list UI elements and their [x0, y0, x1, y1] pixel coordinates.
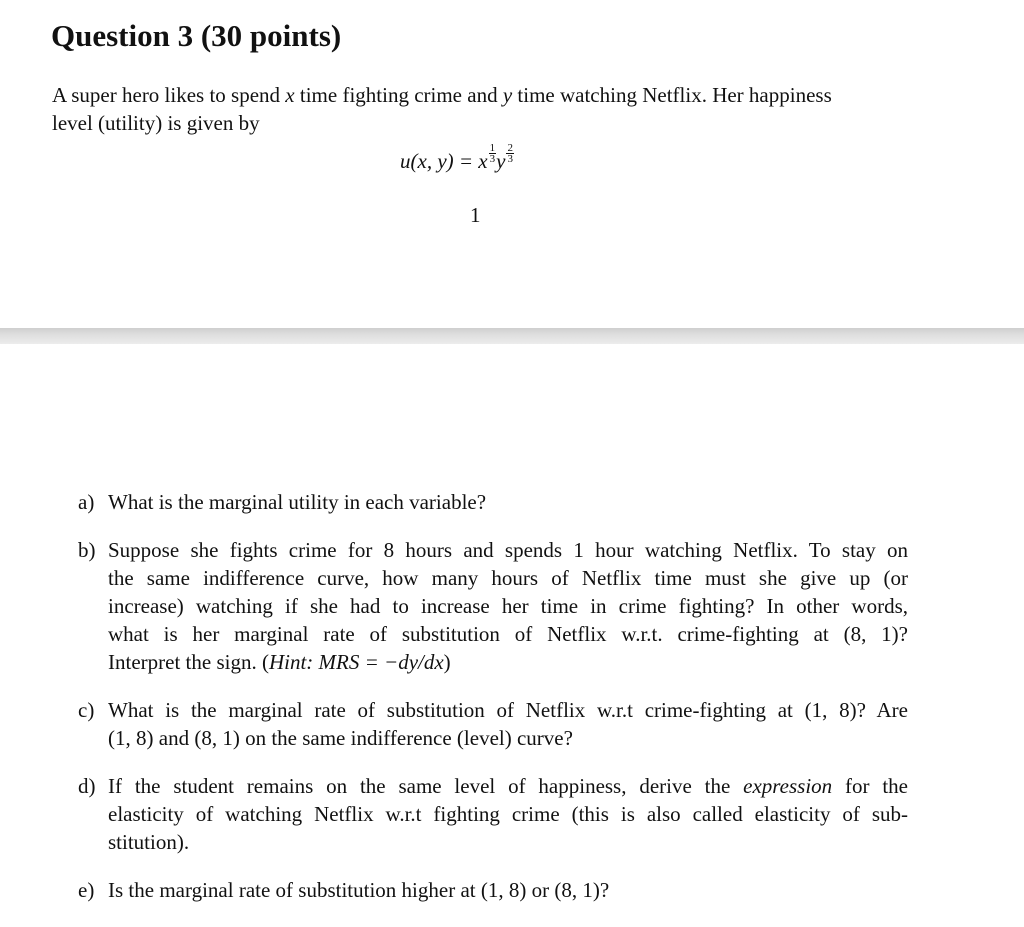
part-a — [78, 488, 908, 516]
intro-line-2: level (utility) is given by — [52, 111, 260, 135]
var-x: x — [285, 83, 295, 107]
part-b-line-1 — [108, 536, 908, 564]
part-b-line-4 — [108, 620, 908, 648]
number-run: 8 — [383, 538, 395, 562]
intro-text: time watching Netflix. Her happiness — [512, 83, 832, 107]
intro-paragraph — [52, 81, 912, 137]
part-marker: c) — [78, 698, 95, 722]
part-d-line-2: elasticity of watching Netflix w.r.t fighting crime (this is also called elasticity of sub- — [108, 802, 908, 826]
text-run: ? — [599, 878, 610, 902]
part-e — [78, 876, 908, 904]
math-point: (8, 1) — [194, 726, 240, 750]
part-c-line-2 — [108, 724, 908, 752]
question-parts-list — [78, 488, 908, 904]
math-point: (8, 1) — [843, 622, 899, 646]
question-heading: Question 3 (30 points) — [51, 18, 342, 53]
number-run: 1 — [573, 538, 584, 562]
hint-formula: MRS = −dy/dx — [313, 650, 444, 674]
part-a-text: What is the marginal utility in each variable? — [108, 490, 487, 514]
part-d — [78, 772, 908, 856]
text-run: or — [526, 878, 555, 902]
text-run: on the same indifference (level) curve? — [239, 726, 573, 750]
text-run: If the student remains on the same level of happiness, derive the — [108, 774, 744, 798]
exponent-fraction-1 — [489, 143, 497, 164]
text-run: for the — [832, 774, 908, 798]
part-d-line-1 — [108, 772, 908, 800]
text-run: and — [153, 726, 195, 750]
part-b-line-5 — [108, 648, 908, 676]
math-point: (1, 8) — [108, 726, 154, 750]
part-marker: a) — [78, 490, 95, 514]
text-run: hours and spends — [394, 538, 574, 562]
text-run: ? — [898, 622, 908, 646]
text-run: ) — [443, 650, 451, 674]
page-number: 1 — [470, 203, 481, 227]
text-run: ? Are — [856, 698, 908, 722]
part-marker: b) — [78, 538, 96, 562]
math-point: (8, 1) — [554, 878, 600, 902]
exponent-numerator: 1 — [489, 142, 496, 154]
equation-lhs: u(x, y) = x — [400, 149, 488, 174]
text-run: what is her marginal rate of substitution of Netflix w.r.t. crime-fighting at — [108, 622, 844, 646]
part-d-line-3: stitution). — [108, 830, 190, 854]
hint-label: Hint: — [268, 650, 314, 674]
exponent-numerator: 2 — [507, 142, 513, 154]
text-run: hour watching Netflix. To stay on — [583, 538, 908, 562]
var-y: y — [502, 83, 513, 107]
exponent-denominator: 3 — [489, 153, 496, 165]
math-point: (1, 8) — [480, 878, 527, 902]
part-b — [78, 536, 908, 676]
intro-line-1 — [52, 81, 912, 109]
text-run: Interpret the sign. ( — [108, 650, 269, 674]
part-marker: d) — [78, 774, 96, 798]
page-top — [0, 0, 1024, 328]
part-b-line-2: the same indifference curve, how many hours of Netflix time must she give up (or — [108, 566, 908, 590]
intro-text: A super hero likes to spend — [52, 83, 286, 107]
math-point: (1, 8) — [804, 698, 857, 722]
text-run: Suppose she fights crime for — [108, 538, 384, 562]
part-c — [78, 696, 908, 752]
utility-equation — [400, 143, 514, 174]
page-divider — [0, 328, 1024, 344]
part-marker: e) — [78, 878, 95, 902]
text-run: Is the marginal rate of substitution higher at — [108, 878, 481, 902]
intro-text: time fighting crime and — [294, 83, 503, 107]
part-c-line-1 — [108, 696, 908, 724]
part-b-line-3: increase) watching if she had to increase her time in crime fighting? In other words, — [108, 594, 908, 618]
equation-base-y: y — [496, 149, 506, 174]
text-run: What is the marginal rate of substitution of Netflix w.r.t crime-fighting at — [108, 698, 805, 722]
exponent-denominator: 3 — [507, 153, 513, 165]
exponent-fraction-2 — [506, 143, 514, 164]
emphasized-text: expression — [743, 774, 833, 798]
